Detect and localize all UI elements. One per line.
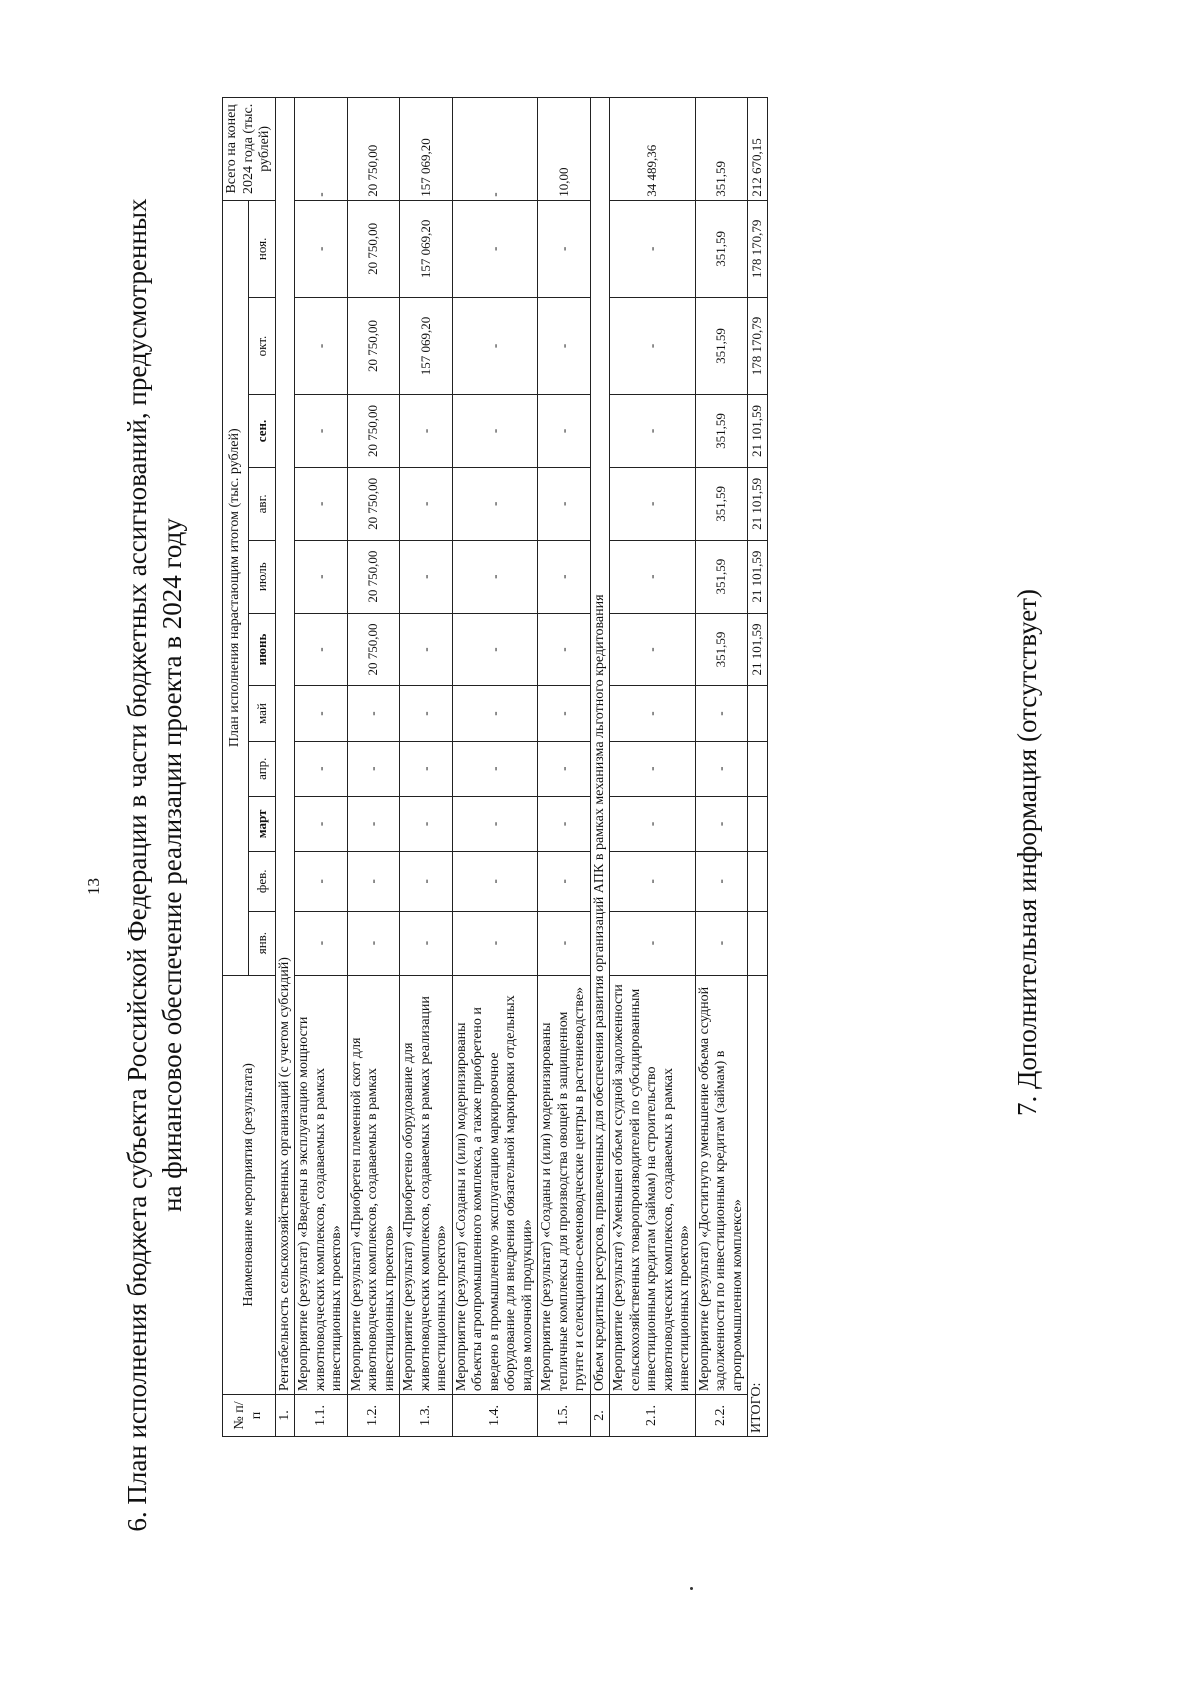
total-cell-value <box>748 741 768 796</box>
row-number: 2.1. <box>610 1395 696 1437</box>
table-row <box>538 98 591 1437</box>
row-event-name: Мероприятие (результат) «Приобретен племенной скот для животноводческих комплексов, создаваемых в рамках инвестиционных проектов» <box>347 975 400 1394</box>
cell-value: 157 069,20 <box>400 297 453 394</box>
table-row <box>295 98 348 1437</box>
cell-value: - <box>295 297 348 394</box>
total-cell-value <box>748 796 768 851</box>
cell-value: - <box>295 467 348 540</box>
cell-value: - <box>400 911 453 975</box>
cell-value: - <box>295 395 348 468</box>
month-header: янв. <box>249 911 275 975</box>
cell-value: - <box>452 852 538 912</box>
section-title: Объем кредитных ресурсов, привлеченных для обеспечения развития организаций АПК в рамках механизма льготного кредитования <box>590 98 610 1395</box>
table-row <box>610 98 696 1437</box>
cell-value: - <box>610 686 696 741</box>
cell-value: - <box>347 911 400 975</box>
cell-value: - <box>400 852 453 912</box>
cell-value: - <box>452 686 538 741</box>
cell-value: - <box>610 852 696 912</box>
cell-value: - <box>610 297 696 394</box>
cell-value: - <box>400 395 453 468</box>
cell-value: 20 750,00 <box>347 200 400 297</box>
cell-value: - <box>295 741 348 796</box>
month-header: фев. <box>249 852 275 912</box>
section-number: 1. <box>275 1395 295 1437</box>
row-number: 1.5. <box>538 1395 591 1437</box>
section-row <box>590 98 610 1437</box>
cell-value: - <box>347 796 400 851</box>
cell-value: - <box>400 741 453 796</box>
cell-value: - <box>452 200 538 297</box>
cell-value: 351,59 <box>695 297 748 394</box>
table-row <box>452 98 538 1437</box>
cell-value: - <box>400 796 453 851</box>
cell-value: - <box>538 613 591 686</box>
total-cell-value <box>748 686 768 741</box>
cell-value: - <box>295 852 348 912</box>
row-number: 1.2. <box>347 1395 400 1437</box>
cell-total: 34 489,36 <box>610 98 696 201</box>
cell-value: 351,59 <box>695 395 748 468</box>
cell-value: - <box>400 613 453 686</box>
total-cell-value: 178 170,79 <box>748 297 768 394</box>
cell-value: - <box>400 467 453 540</box>
table-header-row <box>223 98 249 1437</box>
cell-value: - <box>610 467 696 540</box>
grand-total: 212 670,15 <box>748 98 768 201</box>
cell-value: 20 750,00 <box>347 297 400 394</box>
row-number: 1.1. <box>295 1395 348 1437</box>
cell-value: - <box>295 686 348 741</box>
row-event-name: Мероприятие (результат) «Созданы и (или) модернизированы тепличные комплексы для производства овощей в защищенном грунте и селекционно-семеноводческие центры в растениеводстве» <box>538 975 591 1394</box>
cell-value: - <box>452 796 538 851</box>
cell-value: - <box>452 467 538 540</box>
month-header: июнь <box>249 613 275 686</box>
total-label: ИТОГО: <box>748 975 768 1436</box>
total-cell-value: 21 101,59 <box>748 395 768 468</box>
header-total-end-2024: Всего на конец 2024 года (тыс. рублей) <box>223 98 276 201</box>
cell-value: - <box>452 613 538 686</box>
total-cell-value: 21 101,59 <box>748 467 768 540</box>
month-header: март <box>249 796 275 851</box>
cell-value: 20 750,00 <box>347 540 400 613</box>
row-event-name: Мероприятие (результат) «Достигнуто уменьшение объема ссудной задолженности по инвестиционным кредитам (займам) в агропромышленном комплексе» <box>695 975 748 1394</box>
scan-speck <box>690 1587 693 1590</box>
budget-plan-table <box>222 97 768 1437</box>
cell-value: 351,59 <box>695 613 748 686</box>
total-cell-value: 21 101,59 <box>748 613 768 686</box>
section-number: 2. <box>590 1395 610 1437</box>
month-header: апр. <box>249 741 275 796</box>
row-event-name: Мероприятие (результат) «Приобретено оборудование для животноводческих комплексов, создаваемых в рамках реализации инвестиционных проектов» <box>400 975 453 1394</box>
cell-total: 20 750,00 <box>347 98 400 201</box>
cell-value: - <box>295 200 348 297</box>
cell-value: 351,59 <box>695 200 748 297</box>
month-header: июль <box>249 540 275 613</box>
budget-plan-table-wrapper <box>222 97 768 1437</box>
cell-value: 20 750,00 <box>347 467 400 540</box>
cell-value: - <box>452 741 538 796</box>
cell-value: - <box>538 741 591 796</box>
cell-value: - <box>695 686 748 741</box>
cell-value: - <box>452 297 538 394</box>
cell-value: - <box>610 741 696 796</box>
total-cell-value: 178 170,79 <box>748 200 768 297</box>
table-row <box>347 98 400 1437</box>
section-6-heading: 6. План исполнения бюджета субъекта Российской Федерации в части бюджетных ассигнований, предусмотренных на финансовое обеспечение реализации проекта в 2024 году <box>122 198 187 1532</box>
cell-value: - <box>295 911 348 975</box>
cell-value: - <box>347 741 400 796</box>
cell-value: - <box>295 796 348 851</box>
total-cell-value: 21 101,59 <box>748 540 768 613</box>
cell-total: 10,00 <box>538 98 591 201</box>
row-number: 1.4. <box>452 1395 538 1437</box>
cell-value: - <box>295 613 348 686</box>
cell-value: - <box>610 796 696 851</box>
cell-value: - <box>695 741 748 796</box>
month-header: май <box>249 686 275 741</box>
cell-value: - <box>610 613 696 686</box>
row-event-name: Мероприятие (результат) «Введены в эксплуатацию мощности животноводческих комплексов, создаваемых в рамках инвестиционных проектов» <box>295 975 348 1394</box>
cell-value: - <box>400 540 453 613</box>
total-cell-value <box>748 911 768 975</box>
row-number: 2.2. <box>695 1395 748 1437</box>
cell-value: - <box>400 686 453 741</box>
section-7-heading: 7. Дополнительная информация (отсутствует) <box>1012 588 1042 1117</box>
section-row <box>275 98 295 1437</box>
total-cell-value <box>748 852 768 912</box>
cell-value: 351,59 <box>695 540 748 613</box>
table-row <box>695 98 748 1437</box>
cell-value: - <box>695 852 748 912</box>
cell-value: 20 750,00 <box>347 395 400 468</box>
cell-value: - <box>538 200 591 297</box>
header-number: № п/п <box>223 1395 276 1437</box>
section-title: Рентабельность сельскохозяйственных организаций (с учетом субсидий) <box>275 98 295 1395</box>
month-header: окт. <box>249 297 275 394</box>
cell-value: - <box>538 297 591 394</box>
cell-value: - <box>538 686 591 741</box>
cell-value: - <box>610 540 696 613</box>
cell-total: - <box>452 98 538 201</box>
cell-total: - <box>295 98 348 201</box>
cell-total: 351,59 <box>695 98 748 201</box>
cell-value: 157 069,20 <box>400 200 453 297</box>
header-plan: План исполнения нарастающим итогом (тыс. рублей) <box>223 200 249 975</box>
cell-total: 157 069,20 <box>400 98 453 201</box>
header-event-name: Наименование мероприятия (результата) <box>223 975 276 1394</box>
cell-value: - <box>538 395 591 468</box>
cell-value: - <box>695 911 748 975</box>
page-number: 13 <box>84 878 103 895</box>
cell-value: - <box>538 467 591 540</box>
cell-value: - <box>538 852 591 912</box>
total-row <box>748 98 768 1437</box>
cell-value: - <box>538 540 591 613</box>
cell-value: - <box>610 911 696 975</box>
cell-value: - <box>347 852 400 912</box>
table-row <box>400 98 453 1437</box>
cell-value: 20 750,00 <box>347 613 400 686</box>
cell-value: - <box>452 395 538 468</box>
cell-value: - <box>610 200 696 297</box>
cell-value: - <box>295 540 348 613</box>
month-header: ноя. <box>249 200 275 297</box>
cell-value: - <box>538 796 591 851</box>
cell-value: - <box>347 686 400 741</box>
cell-value: - <box>610 395 696 468</box>
row-event-name: Мероприятие (результат) «Созданы и (или) модернизированы объекты агропромышленного комплекса, а также приобретено и введено в промышленную эксплуатацию маркировочное оборудование для внедрения обязательной маркировки отдельных видов молочной продукции» <box>452 975 538 1394</box>
row-event-name: Мероприятие (результат) «Уменьшен объем ссудной задолженности сельскохозяйственных товаропроизводителей по субсидированным инвестиционным кредитам (займам) на строительство животноводческих комплексов, создаваемых в рамках инвестиционных проектов» <box>610 975 696 1394</box>
month-header: сен. <box>249 395 275 468</box>
cell-value: - <box>538 911 591 975</box>
cell-value: - <box>452 540 538 613</box>
cell-value: 351,59 <box>695 467 748 540</box>
month-header: авг. <box>249 467 275 540</box>
row-number: 1.3. <box>400 1395 453 1437</box>
cell-value: - <box>452 911 538 975</box>
cell-value: - <box>695 796 748 851</box>
